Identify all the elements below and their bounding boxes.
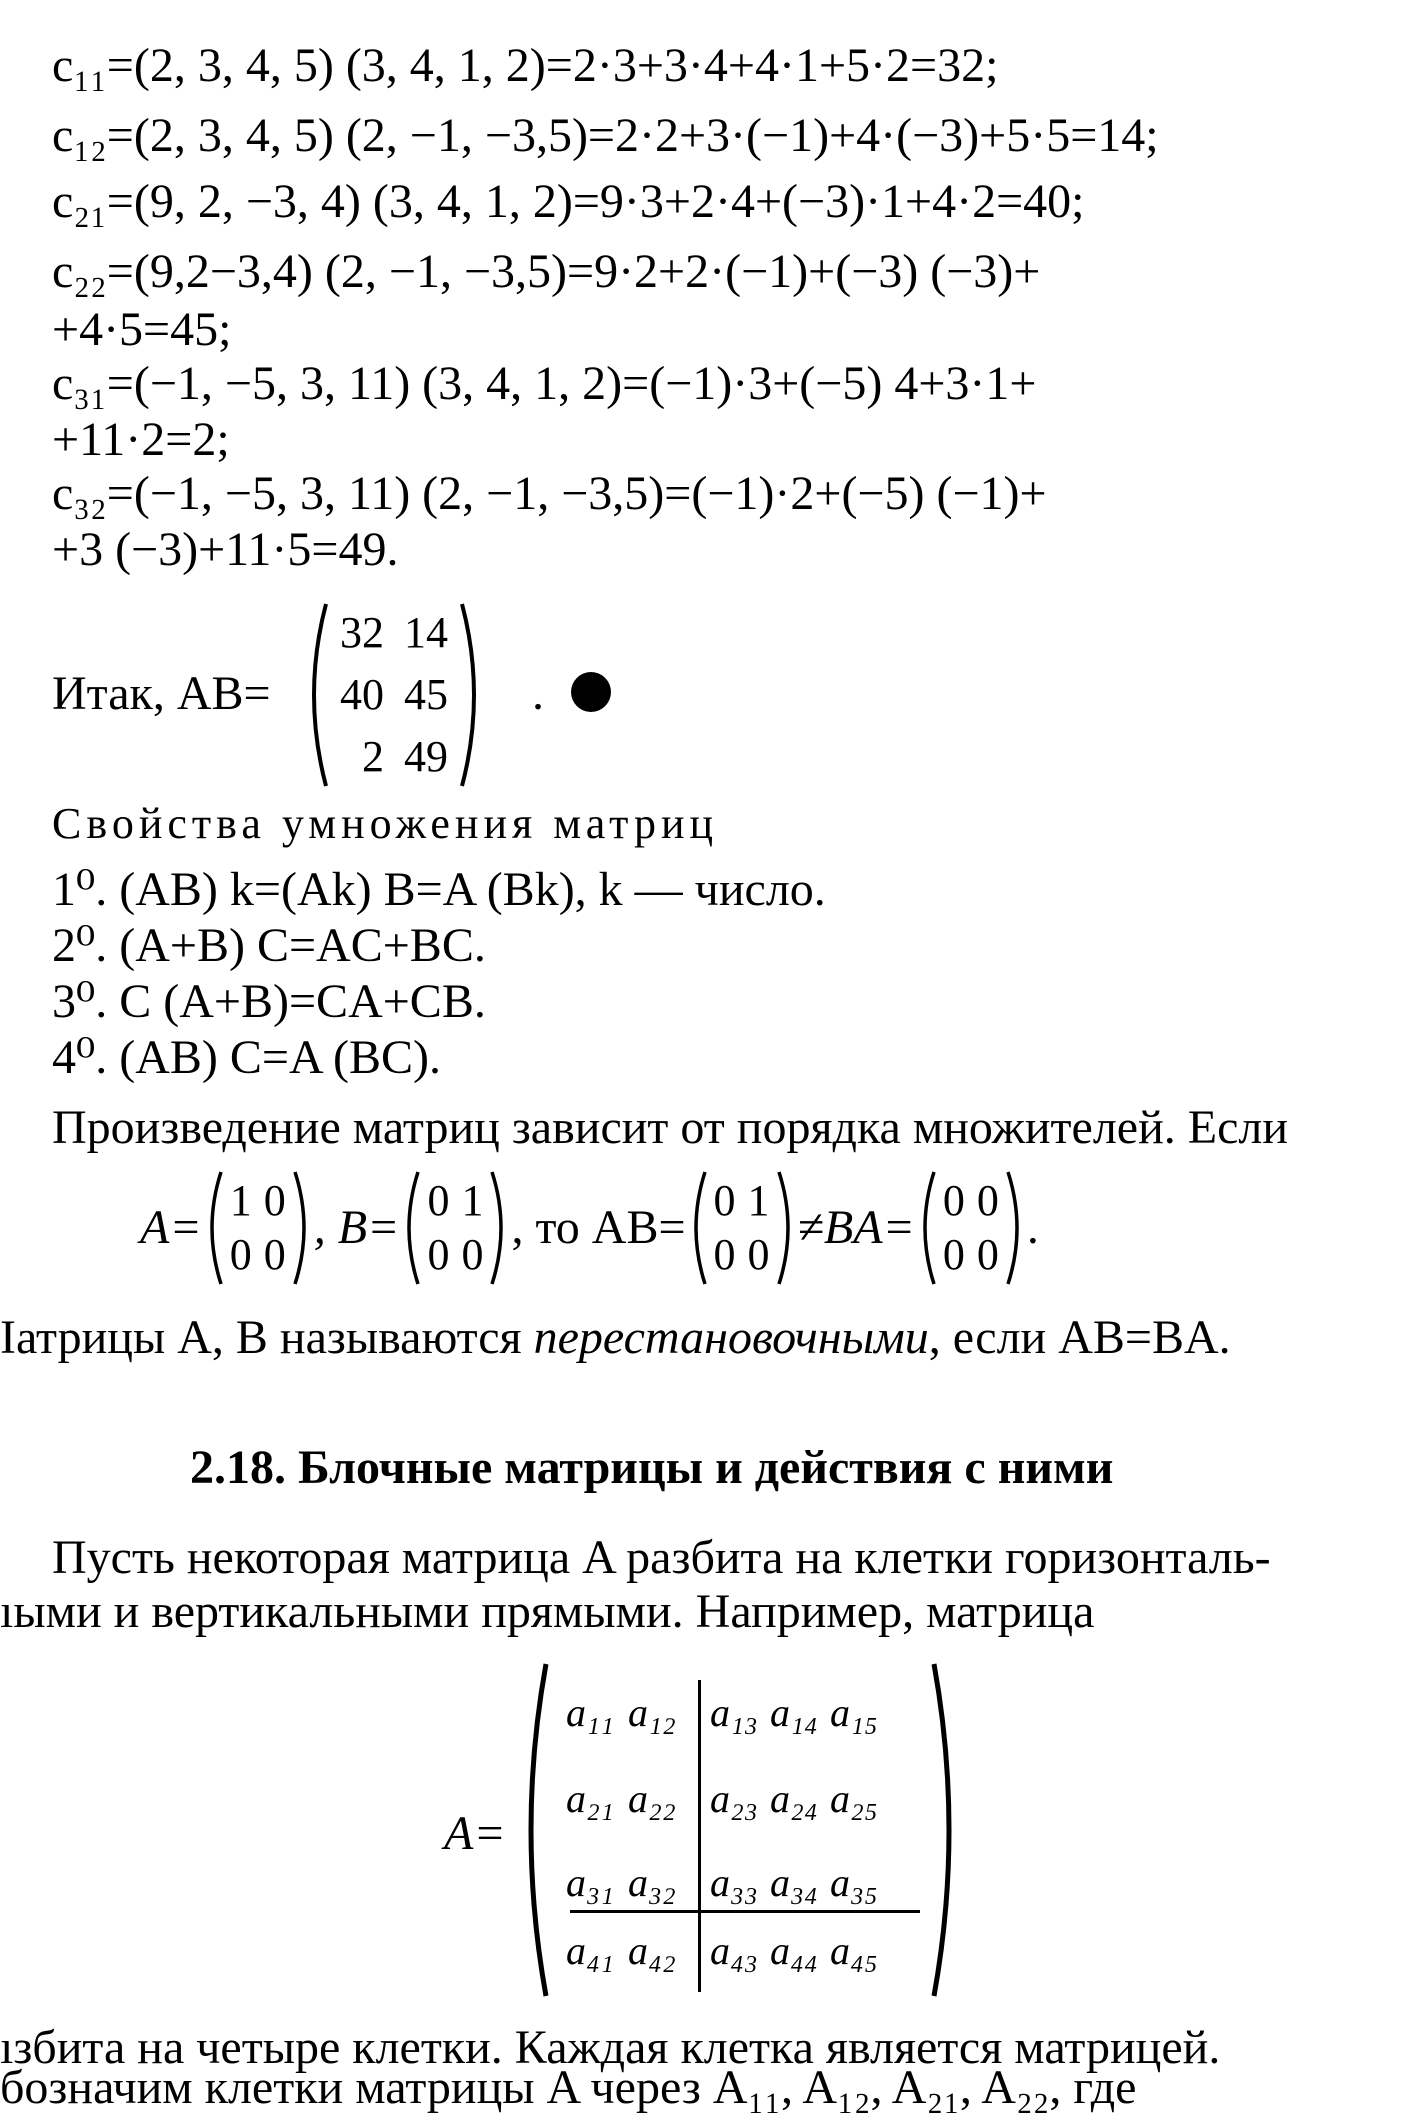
matrix-b — [399, 1169, 511, 1287]
matrix-row — [937, 1228, 1005, 1282]
matrix-cell: 0 — [713, 1176, 736, 1225]
matrix-cell: 1 — [229, 1176, 252, 1225]
matrix-cell: 14 — [404, 608, 448, 657]
equation-c22: c₂₂=(9,2−3,4) (2, −1, −3,5)=9·2+2·(−1)+(−3) (−3)+ — [52, 245, 1041, 298]
right-paren — [489, 1169, 511, 1287]
equation-c31-continued: +11·2=2; — [52, 413, 230, 466]
label-to-ab: , то AB= — [511, 1201, 686, 1254]
matrix-table — [708, 1174, 776, 1282]
section-paragraph-line-4: бозначим клетки матрицы A через A₁₁, A₁₂, A₂₁, A₂₂, где — [0, 2061, 1137, 2114]
block-matrix — [516, 1660, 964, 2000]
right-paren — [292, 1169, 314, 1287]
result-label: Итак, AB= — [52, 667, 271, 720]
equation-c12: c₁₂=(2, 3, 4, 5) (2, −1, −3,5)=2·2+3·(−1)+4·(−3)+5·5=14; — [52, 109, 1159, 162]
block-matrix-element: a₄₂ — [628, 1928, 676, 1973]
block-matrix-element: a₂₃ — [710, 1776, 758, 1821]
matrix-row — [937, 1174, 1005, 1228]
result-period: . — [532, 667, 544, 720]
block-matrix-element: a₁₃ — [710, 1690, 758, 1735]
section-paragraph-line-1: Пусть некоторая матрица A разбита на клетки горизонталь- — [52, 1531, 1271, 1584]
commutativity-example — [140, 1168, 1039, 1288]
matrix-row — [224, 1228, 292, 1282]
properties-title: Свойства умножения матриц — [52, 799, 719, 848]
block-matrix-element: a₄₄ — [770, 1928, 818, 1973]
matrix-cell: 32 — [340, 608, 384, 657]
block-matrix-element: a₂₁ — [566, 1776, 614, 1821]
property-2: 2⁰. (A+B) C=AC+BC. — [52, 919, 486, 972]
matrix-cell: 0 — [263, 1176, 286, 1225]
block-matrix-element: a₃₄ — [770, 1860, 818, 1905]
matrix-ba — [915, 1169, 1027, 1287]
block-matrix-label: A= — [444, 1807, 506, 1860]
matrix-cell: 1 — [461, 1176, 484, 1225]
result-matrix-row — [330, 726, 458, 788]
block-matrix-element: a₃₅ — [830, 1860, 878, 1905]
matrix-cell: 0 — [263, 1230, 286, 1279]
matrix-cell: 40 — [340, 670, 384, 719]
equation-c32-continued: +3 (−3)+11·5=49. — [52, 523, 399, 576]
horizontal-divider — [570, 1910, 920, 1913]
section-title: 2.18. Блочные матрицы и действия с ними — [190, 1441, 1114, 1494]
block-matrix-element: a₁₅ — [830, 1690, 878, 1735]
block-matrix-element: a₄₅ — [830, 1928, 878, 1973]
block-matrix-body — [550, 1660, 930, 2000]
matrix-cell: 2 — [362, 732, 384, 781]
block-matrix-element: a₄₃ — [710, 1928, 758, 1973]
matrix-ab — [686, 1169, 798, 1287]
matrix-row — [708, 1174, 776, 1228]
matrix-cell: 0 — [942, 1230, 965, 1279]
matrix-row — [421, 1228, 489, 1282]
equation-c11: c₁₁=(2, 3, 4, 5) (3, 4, 1, 2)=2·3+3·4+4·1+5·2=32; — [52, 39, 999, 92]
block-matrix-element: a₁₂ — [628, 1690, 676, 1735]
result-matrix-row — [330, 664, 458, 726]
left-paren — [915, 1169, 937, 1287]
label-a: A= — [140, 1201, 202, 1254]
matrix-table — [937, 1174, 1005, 1282]
block-matrix-element: a₂₂ — [628, 1776, 676, 1821]
definition-start: Iатрицы A, B называются — [0, 1311, 534, 1364]
block-matrix-element: a₂₅ — [830, 1776, 878, 1821]
label-b: , B= — [313, 1201, 400, 1254]
property-4: 4⁰. (AB) C=A (BC). — [52, 1031, 441, 1084]
result-matrix-row — [330, 602, 458, 664]
matrix-cell: 0 — [976, 1230, 999, 1279]
block-matrix-element: a₄₁ — [566, 1928, 614, 1973]
definition-end: , если AB=BA. — [928, 1311, 1231, 1364]
right-paren — [1005, 1169, 1027, 1287]
matrix-cell: 45 — [404, 670, 448, 719]
equation-c31: c₃₁=(−1, −5, 3, 11) (3, 4, 1, 2)=(−1)·3+(−5) 4+3·1+ — [52, 357, 1037, 410]
matrix-row — [421, 1174, 489, 1228]
example-period: . — [1026, 1201, 1039, 1254]
matrix-cell: 1 — [747, 1176, 770, 1225]
vertical-divider — [698, 1680, 701, 1992]
matrix-row — [224, 1174, 292, 1228]
matrix-cell: 0 — [942, 1176, 965, 1225]
section-paragraph-line-3: ıзбита на четыре клетки. Каждая клетка является матрицей. — [0, 2021, 1221, 2074]
equation-c22-continued: +4·5=45; — [52, 303, 232, 356]
matrix-a — [202, 1169, 314, 1287]
property-3: 3⁰. C (A+B)=CA+CB. — [52, 975, 486, 1028]
equation-c32: c₃₂=(−1, −5, 3, 11) (2, −1, −3,5)=(−1)·2+(−5) (−1)+ — [52, 467, 1047, 520]
label-ne-ba: ≠BA= — [797, 1201, 915, 1254]
matrix-cell: 0 — [229, 1230, 252, 1279]
end-of-example-marker — [571, 672, 611, 712]
matrix-cell: 0 — [461, 1230, 484, 1279]
matrix-table — [224, 1174, 292, 1282]
block-matrix-element: a₂₄ — [770, 1776, 818, 1821]
block-matrix-element: a₃₃ — [710, 1860, 758, 1905]
block-right-paren — [930, 1660, 964, 2000]
property-1: 1⁰. (AB) k=(Ak) B=A (Bk), k — число. — [52, 863, 826, 916]
block-matrix-element: a₃₁ — [566, 1860, 614, 1905]
matrix-cell: 0 — [713, 1230, 736, 1279]
right-paren — [776, 1169, 798, 1287]
result-matrix — [300, 600, 488, 790]
result-matrix-table — [330, 602, 458, 788]
matrix-cell: 0 — [427, 1230, 450, 1279]
commuting-definition — [0, 1310, 1231, 1366]
section-paragraph-line-2: ıыми и вертикальными прямыми. Например, матрица — [0, 1585, 1095, 1638]
block-matrix-element: a₁₄ — [770, 1690, 818, 1735]
left-paren — [686, 1169, 708, 1287]
matrix-row — [708, 1228, 776, 1282]
matrix-cell: 0 — [747, 1230, 770, 1279]
matrix-cell: 49 — [404, 732, 448, 781]
commutativity-intro: Произведение матриц зависит от порядка множителей. Если — [52, 1101, 1289, 1154]
left-paren — [300, 600, 330, 790]
block-matrix-element: a₃₂ — [628, 1860, 676, 1905]
matrix-cell: 0 — [427, 1176, 450, 1225]
left-paren — [399, 1169, 421, 1287]
matrix-cell: 0 — [976, 1176, 999, 1225]
definition-term: перестановочными — [533, 1311, 929, 1364]
matrix-table — [421, 1174, 489, 1282]
block-left-paren — [516, 1660, 550, 2000]
block-matrix-element: a₁₁ — [566, 1690, 614, 1735]
equation-c21: c₂₁=(9, 2, −3, 4) (3, 4, 1, 2)=9·3+2·4+(−3)·1+4·2=40; — [52, 175, 1085, 228]
left-paren — [202, 1169, 224, 1287]
right-paren — [458, 600, 488, 790]
